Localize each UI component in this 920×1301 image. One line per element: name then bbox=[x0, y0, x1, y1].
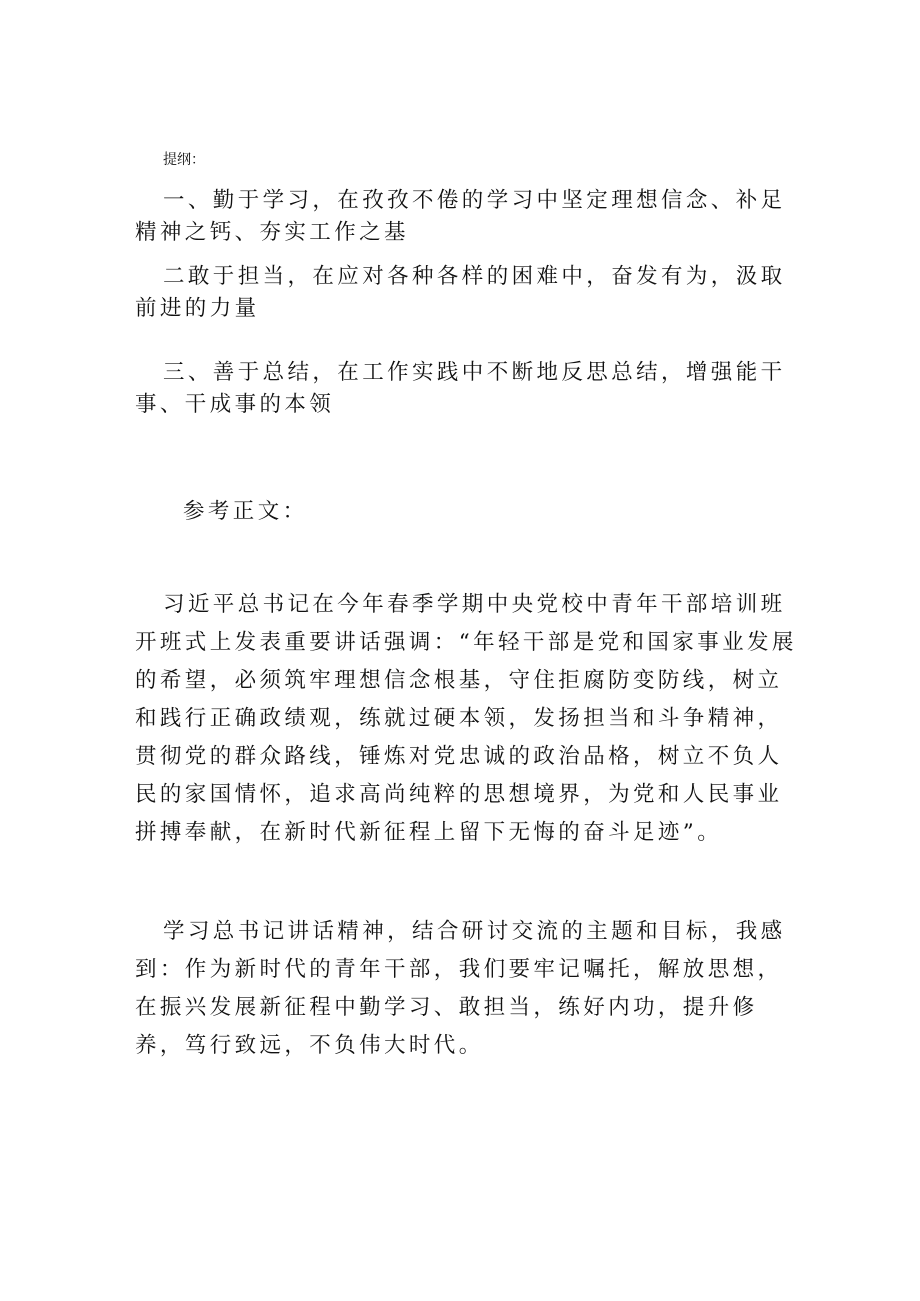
outline-heading: 提纲： bbox=[163, 152, 205, 168]
body-paragraph-2: 学习总书记讲话精神，结合研讨交流的主题和目标，我感到：作为新时代的青年干部，我们要牢记嘱托，解放思想，在振兴发展新征程中勤学习、敢担当，练好内功，提升修养，笃行致远，不负伟大时代。 bbox=[135, 919, 786, 1058]
outline-item-3: 三、善于总结，在工作实践中不断地反思总结，增强能干事、干成事的本领 bbox=[135, 360, 786, 417]
reference-title: 参考正文： bbox=[183, 499, 308, 524]
outline-item-2: 二敢于担当，在应对各种各样的困难中，奋发有为，汲取前进的力量 bbox=[135, 264, 786, 321]
body-paragraph-1: 习近平总书记在今年春季学期中央党校中青年干部培训班开班式上发表重要讲话强调：“年轻干部是党和国家事业发展的希望，必须筑牢理想信念根基，守住拒腐防变防线，树立和践行正确政绩观，练就过硬本领，发扬担当和斗争精神，贯彻党的群众路线，锤炼对党忠诚的政治品格，树立不负人民的家国情怀，追求高尚纯粹的思想境界，为党和人民事业拼搏奉献，在新时代新征程上留下无悔的奋斗足迹”。 bbox=[135, 592, 797, 845]
outline-item-1: 一、勤于学习，在孜孜不倦的学习中坚定理想信念、补足精神之钙、夯实工作之基 bbox=[135, 188, 786, 245]
